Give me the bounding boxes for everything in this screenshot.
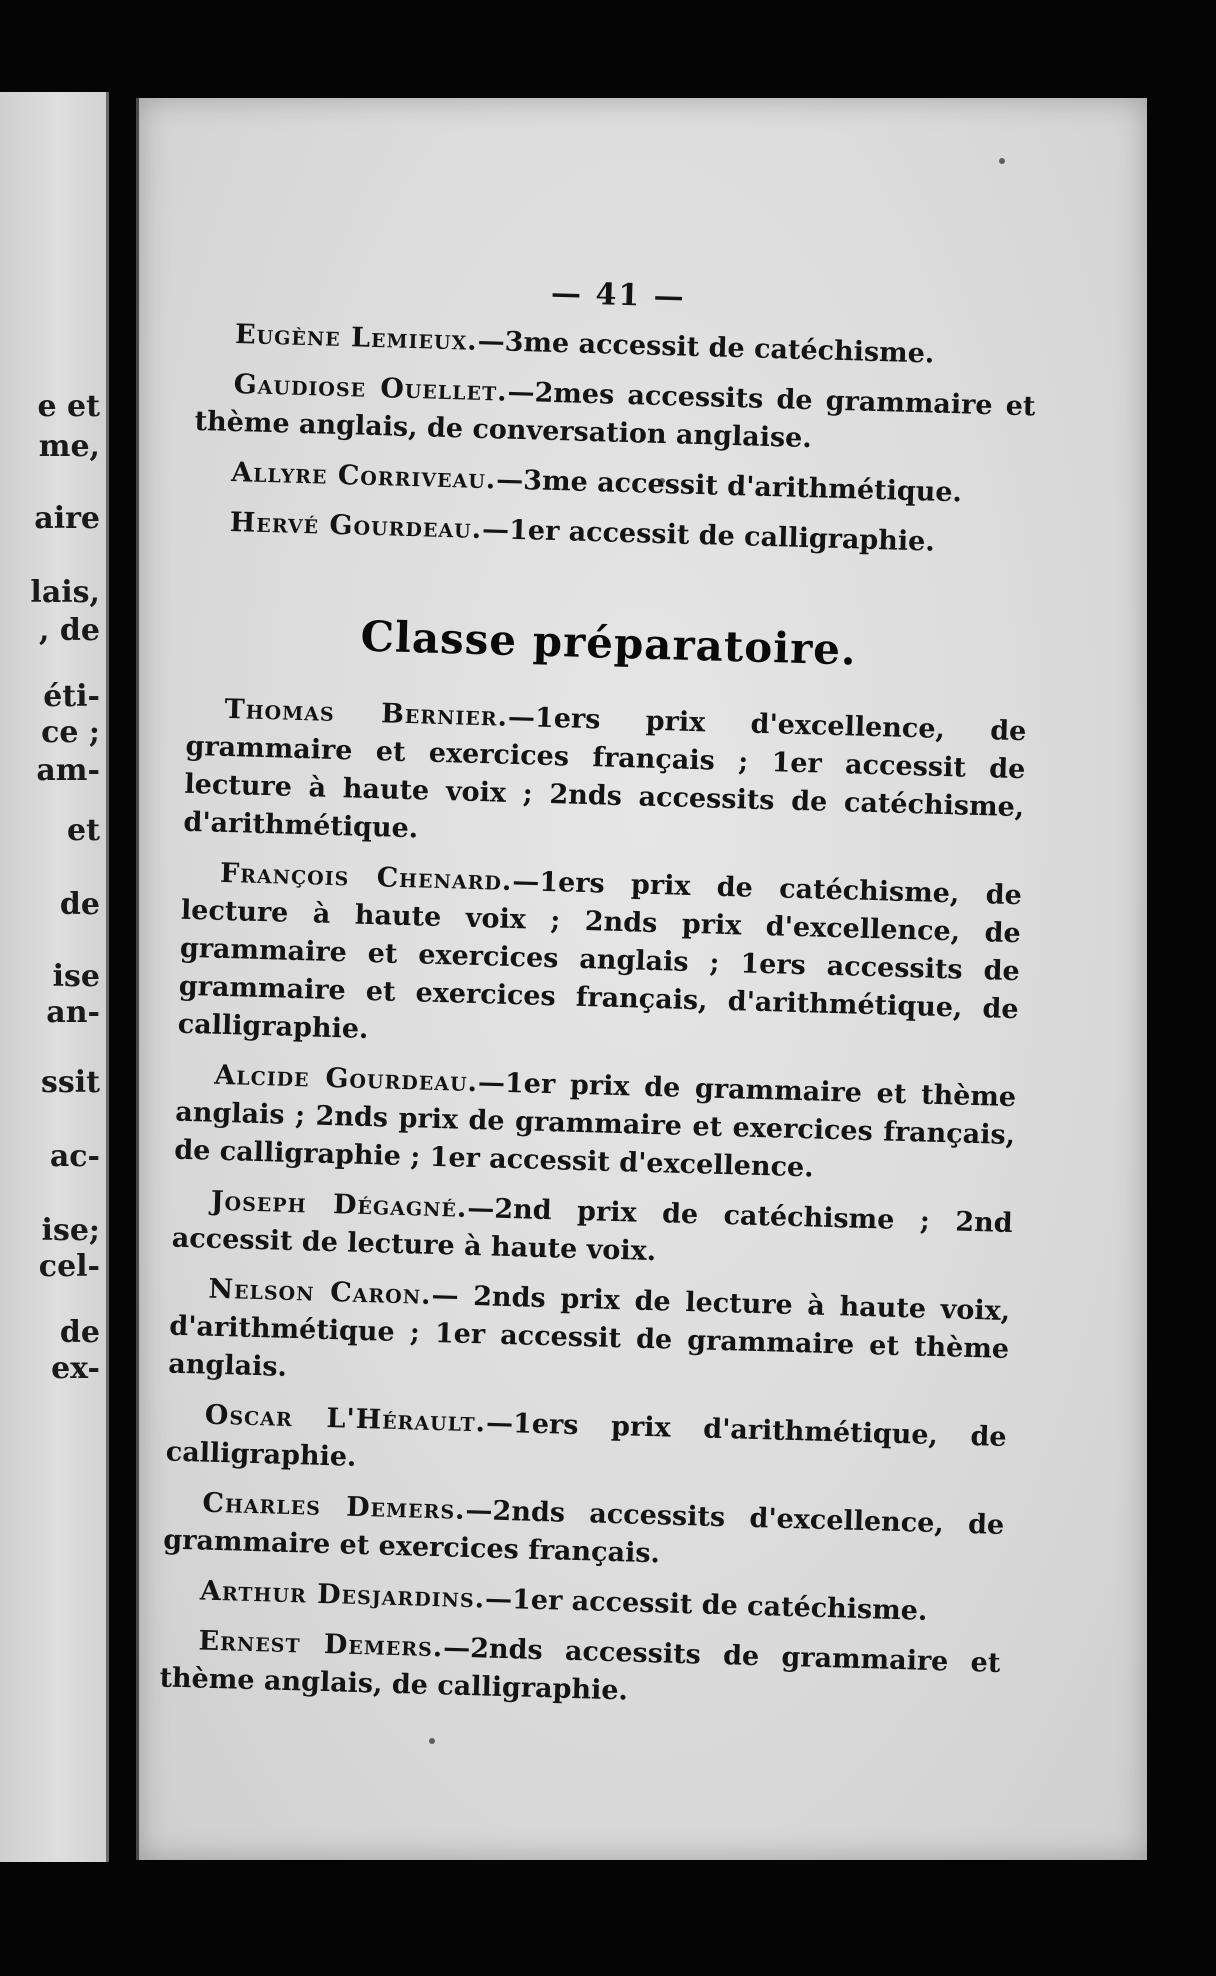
prev-page-fragment: et [67, 813, 100, 848]
award-entry [163, 1484, 1005, 1583]
prev-page-fragment: ssit [40, 1065, 100, 1100]
prev-page-fragment: e et [37, 389, 100, 424]
award-entry [197, 315, 1038, 376]
student-name: Charles Demers. [202, 1487, 466, 1526]
student-name: François Chenard. [219, 857, 513, 897]
award-text: —3me accessit de catéchisme. [477, 325, 935, 370]
student-name: Arthur Desjardins. [199, 1575, 486, 1615]
award-entry [168, 1270, 1011, 1407]
award-entry [165, 1396, 1007, 1495]
student-name: Eugène Lemieux. [234, 319, 479, 357]
student-name: Hervé Gourdeau. [229, 506, 483, 546]
prev-page-fragment: , de [39, 613, 100, 648]
award-text: —1ers prix d'arithmétique, de calligraphie. [165, 1407, 1008, 1473]
award-text: —2nd prix de catéchisme ; 2nd accessit de lecture à haute voix. [171, 1192, 1014, 1268]
student-name: Joseph Dégagné. [210, 1185, 468, 1224]
prev-page-fragment: an- [46, 995, 100, 1030]
award-text: —1er prix de grammaire et thème anglais ; 2nds prix de grammaire et exercices français, de calligraphie ; 1er accessit d'excellence. [173, 1067, 1017, 1184]
student-name: Oscar L'Hérault. [204, 1399, 487, 1439]
student-name: Ernest Demers. [198, 1625, 444, 1664]
prev-page-fragment: ac- [49, 1139, 100, 1174]
prev-page-fragment: ce ; [41, 715, 100, 750]
page-text [159, 266, 1039, 1733]
book-page [136, 98, 1147, 1860]
award-text: —1er accessit de catéchisme. [484, 1583, 928, 1627]
award-text: —1er accessit de calligraphie. [481, 514, 936, 558]
prev-page-fragment: de [59, 887, 100, 922]
student-name: Nelson Caron. [208, 1273, 432, 1311]
award-text: —2nds accessits de grammaire et thème anglais, de calligraphie. [159, 1632, 1001, 1707]
award-entry [171, 1182, 1013, 1281]
paper-speck [429, 1738, 435, 1744]
prev-page-fragment: me, [38, 429, 100, 464]
prev-page-fragment: de [59, 1315, 100, 1350]
student-name: Thomas Bernier. [224, 693, 509, 733]
award-entry [159, 1621, 1001, 1720]
student-name: Allyre Corriveau. [230, 456, 497, 496]
award-entry [177, 854, 1022, 1067]
award-text: —2mes accessits de grammaire et thème anglais, de conversation anglaise. [194, 376, 1036, 455]
prev-page-fragment: ise; [41, 1213, 100, 1248]
award-text: —2nds accessits d'excellence, de grammaire et exercices français. [162, 1494, 1005, 1570]
award-entry [191, 503, 1032, 564]
award-text: —1ers prix de catéchisme, de lecture à haute voix ; 2nds prix d'excellence, de grammaire et exercices anglais ; 1ers accessits de grammaire et exercices français, d'arithmétique, de calligraphie. [177, 865, 1023, 1046]
section-heading: Classe préparatoire. [359, 611, 858, 675]
award-entry [193, 453, 1034, 514]
prev-page-fragment: ex- [51, 1351, 100, 1386]
award-text: —3me accessit d'arithmétique. [495, 464, 963, 509]
student-name: Gaudiose Ouellet. [233, 369, 509, 408]
prev-page-fragment: cel- [38, 1249, 100, 1284]
award-entry [161, 1571, 1002, 1632]
award-text: —1ers prix d'excellence, de grammaire et exercices français ; 1er accessit de lecture à haute voix ; 2nds accessits de catéchisme, d'arithmétique. [183, 701, 1027, 845]
prev-page-fragment: am- [36, 753, 100, 788]
previous-page-edge [0, 92, 109, 1862]
award-entry [174, 1056, 1017, 1193]
prev-page-fragment: éti- [43, 679, 100, 714]
paper-speck [999, 158, 1005, 164]
prev-page-fragment: aire [34, 501, 100, 536]
prev-page-fragment: lais, [30, 575, 100, 610]
award-entry [183, 690, 1027, 865]
prev-page-fragment: ise [52, 959, 100, 994]
award-entry [194, 365, 1036, 464]
page-number: — 41 — [550, 275, 687, 315]
student-name: Alcide Gourdeau. [213, 1059, 479, 1099]
award-text: — 2nds prix de lecture à haute voix, d'arithmétique ; 1er accessit de grammaire et thème anglais. [167, 1279, 1011, 1383]
